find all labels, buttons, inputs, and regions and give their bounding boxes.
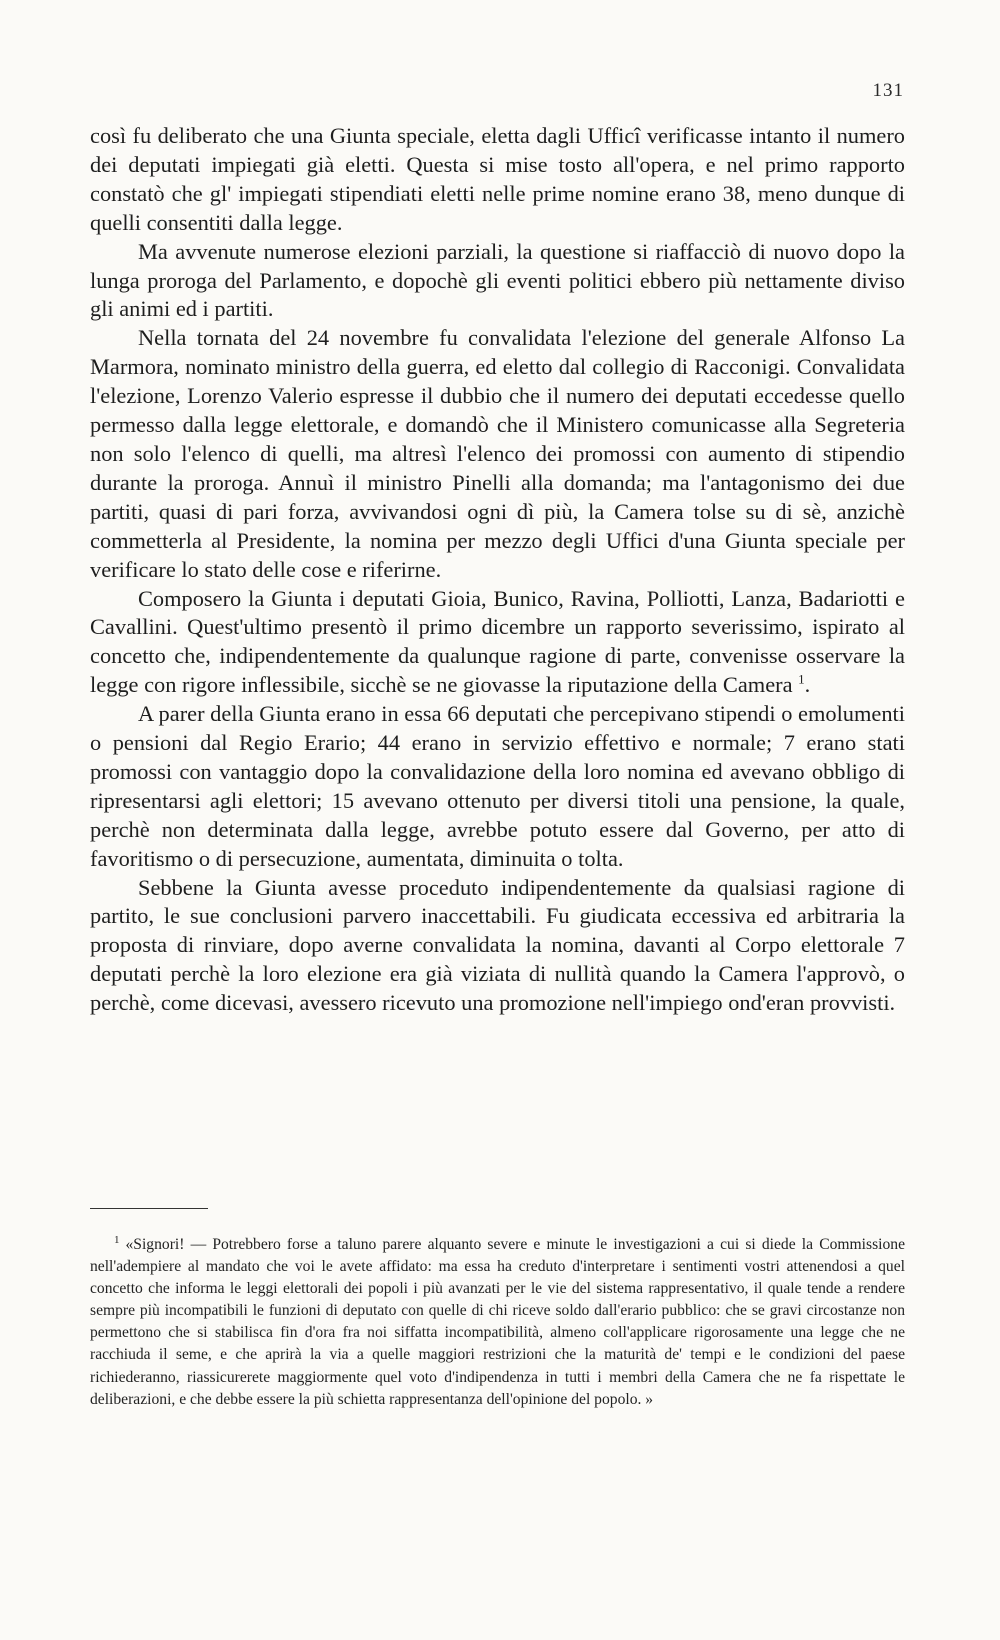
footnote-reference-suffix: . — [804, 672, 811, 698]
footnote — [90, 1234, 905, 1411]
footnote-mark: 1 — [114, 1233, 120, 1246]
paragraph-1: così fu deliberato che una Giunta speciale, eletta dagli Ufficî verificasse intanto il numero dei deputati impiegati già eletti. Questa si mise tosto all'opera, e nel primo rapporto constatò che gl' impiegati stipendiati eletti nelle prime nomine erano 38, meno dunque di quelli consentiti dalla legge. — [90, 123, 905, 235]
paragraph-6: Sebbene la Giunta avesse proceduto indipendentemente da qualsiasi ragione di partito, le sue conclusioni parvero inaccettabili. Fu giudicata eccessiva ed arbitraria la proposta di rinviare, dopo averne convalidata la nomina, davanti al Corpo elettorale 7 deputati perchè la loro elezione era già viziata di nullità quando la Camera l'approvò, o perchè, come dicevasi, avessero ricevuto una promozione nell'impiego ond'eran provvisti. — [90, 874, 905, 1016]
footnote-reference: 1 — [798, 671, 805, 687]
paragraph-5: A parer della Giunta erano in essa 66 deputati che percepivano stipendi o emolumenti o pensioni dal Regio Erario; 44 erano in servizio effettivo e normale; 7 erano stati promossi con vantaggio dopo la convalidazione della loro nomina ed avevano obbligo di ripresentarsi agli elettori; 15 avevano ottenuto per diversi titoli una pensione, la quale, perchè non determinata dalla legge, avrebbe potuto essere dal Governo, per atto di favoritismo o di persecuzione, aumentata, diminuita o tolta. — [90, 701, 905, 871]
paragraph-4 — [90, 585, 905, 701]
paragraph-2: Ma avvenute numerose elezioni parziali, la questione si riaffacciò di nuovo dopo la lunga proroga del Parlamento, e dopochè gli eventi politici ebbero più nettamente diviso gli animi ed i partiti. — [90, 238, 905, 322]
body-text — [90, 122, 905, 1018]
page-number: 131 — [872, 80, 904, 101]
footnote-paragraph — [90, 1234, 905, 1411]
footnote-divider — [90, 1208, 208, 1209]
paragraph-3: Nella tornata del 24 novembre fu convalidata l'elezione del generale Alfonso La Marmora, nominato ministro della guerra, ed eletto dal collegio di Racconigi. Convalidata l'elezione, Lorenzo Valerio espresse il dubbio che il numero dei deputati eccedesse quello permesso dalla legge elettorale, e domandò che il Ministero comunicasse alla Segreteria non solo l'elenco di quelli, ma altresì l'elenco dei promossi con aumento di stipendio durante la proroga. Annuì il ministro Pinelli alla domanda; ma l'antagonismo dei due partiti, quasi di pari forza, avvivandosi ogni dì più, la Camera tolse su di sè, anzichè commetterla al Presidente, la nomina per mezzo degli Uffici d'una Giunta speciale per verificare lo stato delle cose e riferirne. — [90, 325, 905, 582]
footnote-text: «Signori! — Potrebbero forse a taluno parere alquanto severe e minute le investigazioni a cui si diede la Commissione nell'adempiere al mandato che voi le avete affidato: ma essa ha creduto d'interpretare i sentimenti vostri attenendosi a quel concetto che informa le leggi elettorali dei popoli i più avanzati per le vie del sistema rappresentativo, il quale tende a rendere sempre più incompatibili le funzioni di deputato con quelle di chi riceve soldo dall'erario pubblico: che se gravi circostanze non permettono che si stabilisca fin d'ora fra noi siffatta incompatibilità, almeno coll'applicare rigorosamente una legge che ne racchiuda il seme, e che aprirà la via a quelle maggiori restrizioni che la maturità de' tempi e le condizioni del paese richiederanno, riassicurerete maggiormente quel voto d'indipendenza in tutti i membri della Camera che ne fa rispettate le deliberazioni, e che debbe essere la più schietta rappresentanza dell'opinione del popolo. » — [90, 1236, 905, 1408]
paragraph-4-text: Composero la Giunta i deputati Gioia, Bunico, Ravina, Polliotti, Lanza, Badariotti e Cavallini. Quest'ultimo presentò il primo dicembre un rapporto severissimo, ispirato al concetto che, indipendentemente da qualunque ragione di parte, convenisse osservare la legge con rigore inflessibile, sicchè se ne giovasse la riputazione della Camera — [90, 585, 905, 698]
